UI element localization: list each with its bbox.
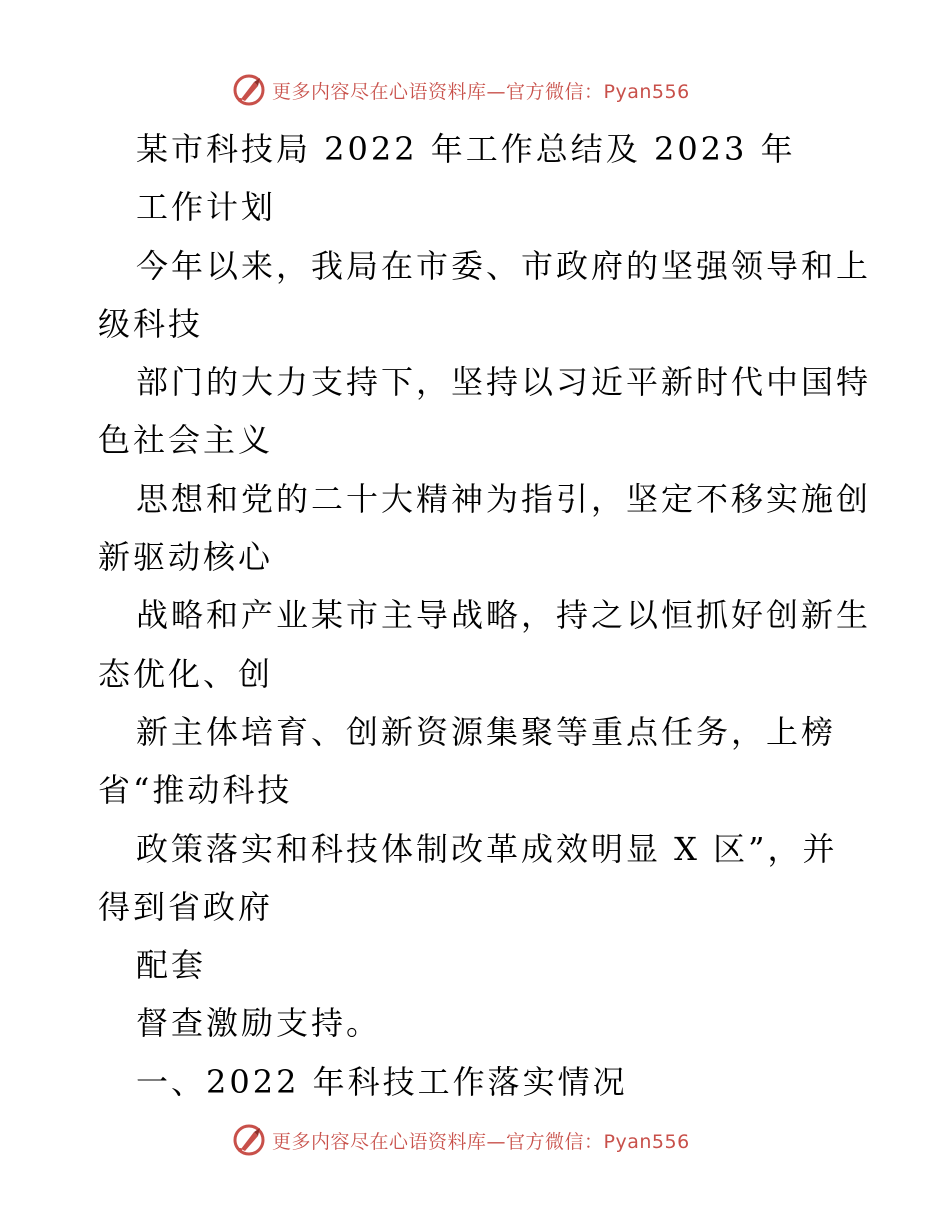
document-line: 某市科技局 2022 年工作总结及 2023 年 (136, 130, 796, 168)
quill-logo-icon (232, 73, 266, 107)
watermark-text: 更多内容尽在心语资料库—官方微信：Pyan556 (272, 1130, 690, 1153)
document-line: 新驱动核心 (98, 538, 274, 577)
document-line: 得到省政府 (98, 887, 274, 926)
quill-logo-icon (232, 1123, 266, 1157)
document-line: 思想和党的二十大精神为指引，坚定不移实施创 (136, 479, 872, 518)
document-line: 色社会主义 (98, 421, 274, 460)
document-line: 级科技 (98, 304, 204, 343)
document-line: 战略和产业某市主导战略，持之以恒抓好创新生 (136, 596, 872, 635)
document-line: 配套 (136, 946, 207, 985)
footer-watermark (232, 1120, 690, 1160)
document-body (98, 120, 872, 1111)
document-line: 督查激励支持。 (136, 1004, 382, 1043)
document-line: 今年以来，我局在市委、市政府的坚强领导和上 (136, 246, 872, 285)
document-line: 工作计划 (136, 188, 277, 227)
document-line: 部门的大力支持下，坚持以习近平新时代中国特 (136, 363, 872, 402)
header-watermark (232, 70, 690, 110)
section-heading: 一、2022 年科技工作落实情况 (136, 1062, 628, 1101)
document-line: 政策落实和科技体制改革成效明显 X 区”，并 (136, 829, 838, 868)
watermark-text: 更多内容尽在心语资料库—官方微信：Pyan556 (272, 80, 690, 103)
document-line: 省“推动科技 (98, 771, 293, 810)
document-line: 态优化、创 (98, 654, 274, 693)
document-line: 新主体培育、创新资源集聚等重点任务，上榜 (136, 712, 837, 751)
